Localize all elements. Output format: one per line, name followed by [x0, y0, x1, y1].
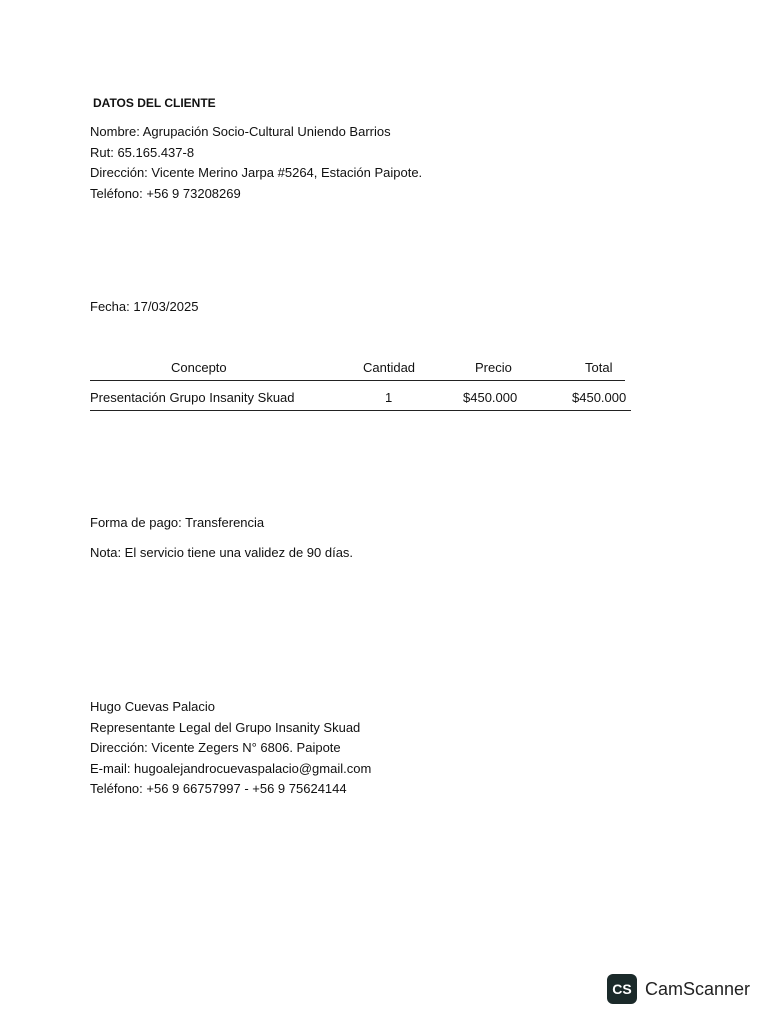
table-header: [90, 358, 625, 381]
signer-email: E-mail: hugoalejandrocuevaspalacio@gmail.com: [90, 760, 372, 776]
camscanner-logo-graphic: [607, 974, 637, 1004]
camscanner-brand: CamScanner: [645, 978, 751, 999]
document-date: Fecha: 17/03/2025: [90, 299, 199, 314]
row-quantity: 1: [385, 390, 393, 405]
header-quantity: Cantidad: [363, 360, 416, 375]
header-concept: Concepto: [171, 360, 227, 375]
camscanner-logo-icon: [607, 974, 637, 1004]
camscanner-logo-text: CS: [612, 981, 632, 997]
client-rut: Rut: 65.165.437-8: [90, 144, 195, 160]
client-heading: DATOS DEL CLIENTE: [93, 96, 216, 110]
signer-role: Representante Legal del Grupo Insanity Skuad: [90, 719, 361, 735]
row-total: $450.000: [572, 390, 627, 405]
payment-method: Forma de pago: Transferencia: [90, 515, 265, 530]
signer-info: [90, 697, 371, 800]
service-note: Nota: El servicio tiene una validez de 90 días.: [90, 545, 354, 560]
client-info: [90, 122, 422, 204]
header-total: Total: [585, 360, 613, 375]
camscanner-watermark: [607, 973, 750, 1005]
table-row: [90, 388, 631, 411]
header-price: Precio: [475, 360, 512, 375]
row-price: $450.000: [463, 390, 518, 405]
signer-phone: Teléfono: +56 9 66757997 - +56 9 75624144: [90, 781, 347, 797]
signer-name: Hugo Cuevas Palacio: [90, 699, 216, 714]
quote-table: [90, 358, 631, 411]
client-name: Nombre: Agrupación Socio-Cultural Uniendo Barrios: [90, 124, 391, 139]
client-address: Dirección: Vicente Merino Jarpa #5264, Estación Paipote.: [90, 165, 423, 181]
row-concept: Presentación Grupo Insanity Skuad: [90, 390, 295, 405]
client-phone: Teléfono: +56 9 73208269: [90, 185, 241, 201]
signer-address: Dirección: Vicente Zegers N° 6806. Paipote: [90, 740, 341, 756]
